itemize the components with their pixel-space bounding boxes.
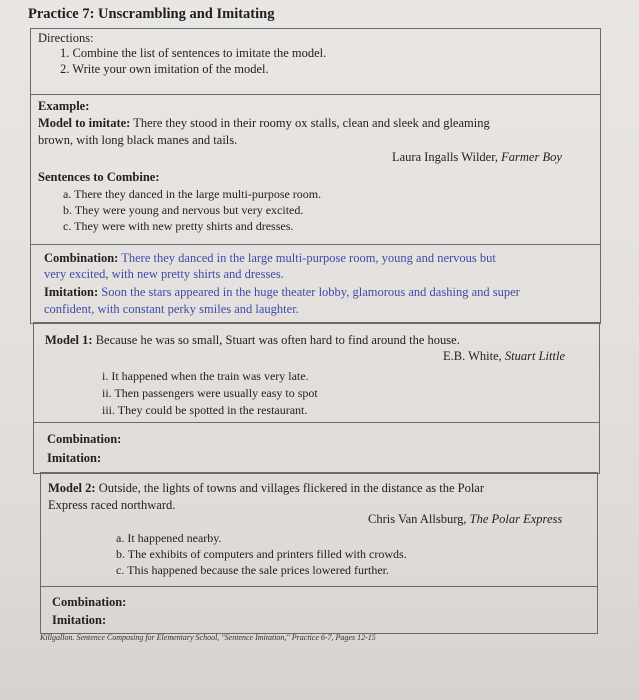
sentence-item: c. They were with new pretty shirts and dresses. <box>63 219 294 233</box>
book-title: Farmer Boy <box>501 150 562 164</box>
example-model-line2: brown, with long black manes and tails. <box>38 133 238 147</box>
book-title: The Polar Express <box>469 512 563 526</box>
model2-attribution <box>368 512 562 527</box>
divider <box>41 586 597 587</box>
sentence-item: a. It happened nearby. <box>116 531 222 545</box>
sentence-item: a. There they danced in the large multi-purpose room. <box>63 187 322 201</box>
model1-combination-label: Combination: <box>47 432 122 446</box>
example-combination-line2: very excited, with new pretty shirts and dresses. <box>44 267 284 281</box>
author: E.B. White, <box>443 349 505 363</box>
model2-text: Outside, the lights of towns and villages flickered in the distance as the Polar <box>95 481 485 495</box>
combination-label: Combination: <box>44 251 119 265</box>
combine-heading: Sentences to Combine: <box>38 170 160 184</box>
example-imitation-line1 <box>44 285 520 300</box>
directions-heading: Directions: <box>38 31 94 45</box>
model2-line1 <box>48 481 484 496</box>
model2-label: Model 2: <box>48 481 96 495</box>
imitation-text: Soon the stars appeared in the huge theater lobby, glamorous and dashing and super <box>98 285 520 299</box>
page-title: Practice 7: Unscrambling and Imitating <box>28 6 275 22</box>
model2-line2: Express raced northward. <box>48 498 176 512</box>
example-model-line <box>38 116 490 131</box>
imitation-label: Imitation: <box>44 285 99 299</box>
sentence-item: ii. Then passengers were usually easy to spot <box>102 386 318 400</box>
model2-combination-label: Combination: <box>52 595 127 609</box>
model-text: There they stood in their roomy ox stalls, clean and sleek and gleaming <box>130 116 490 130</box>
model1-line <box>45 333 460 348</box>
author: Chris Van Allsburg, <box>368 512 470 526</box>
sentence-item: b. The exhibits of computers and printers filled with crowds. <box>116 547 407 561</box>
sentence-item: c. This happened because the sale prices lowered further. <box>116 563 389 577</box>
divider <box>31 94 600 95</box>
book-title: Stuart Little <box>504 349 565 363</box>
combination-text: There they danced in the large multi-purpose room, young and nervous but <box>118 251 496 265</box>
model-label: Model to imitate: <box>38 116 131 130</box>
example-heading: Example: <box>38 99 90 113</box>
example-imitation-line2: confident, with constant perky smiles and laughter. <box>44 302 299 316</box>
model1-text: Because he was so small, Stuart was often hard to find around the house. <box>92 333 460 347</box>
sentence-item: i. It happened when the train was very late. <box>102 369 309 383</box>
example-combination-line1 <box>44 251 496 266</box>
divider <box>31 244 600 245</box>
sentence-item: iii. They could be spotted in the restaurant. <box>102 403 308 417</box>
model1-label: Model 1: <box>45 333 93 347</box>
model1-attribution <box>443 349 565 364</box>
sentence-item: b. They were young and nervous but very excited. <box>63 203 304 217</box>
author: Laura Ingalls Wilder, <box>392 150 502 164</box>
model2-imitation-label: Imitation: <box>52 613 107 627</box>
model1-imitation-label: Imitation: <box>47 451 102 465</box>
direction-item: 1. Combine the list of sentences to imitate the model. <box>60 46 327 60</box>
direction-item: 2. Write your own imitation of the model. <box>60 62 269 76</box>
example-attribution <box>392 150 562 165</box>
source-citation: Killgallon. Sentence Composing for Elementary School, "Sentence Imitation," Practice 6-7, Pages 12-15 <box>40 633 376 642</box>
divider <box>34 422 599 423</box>
